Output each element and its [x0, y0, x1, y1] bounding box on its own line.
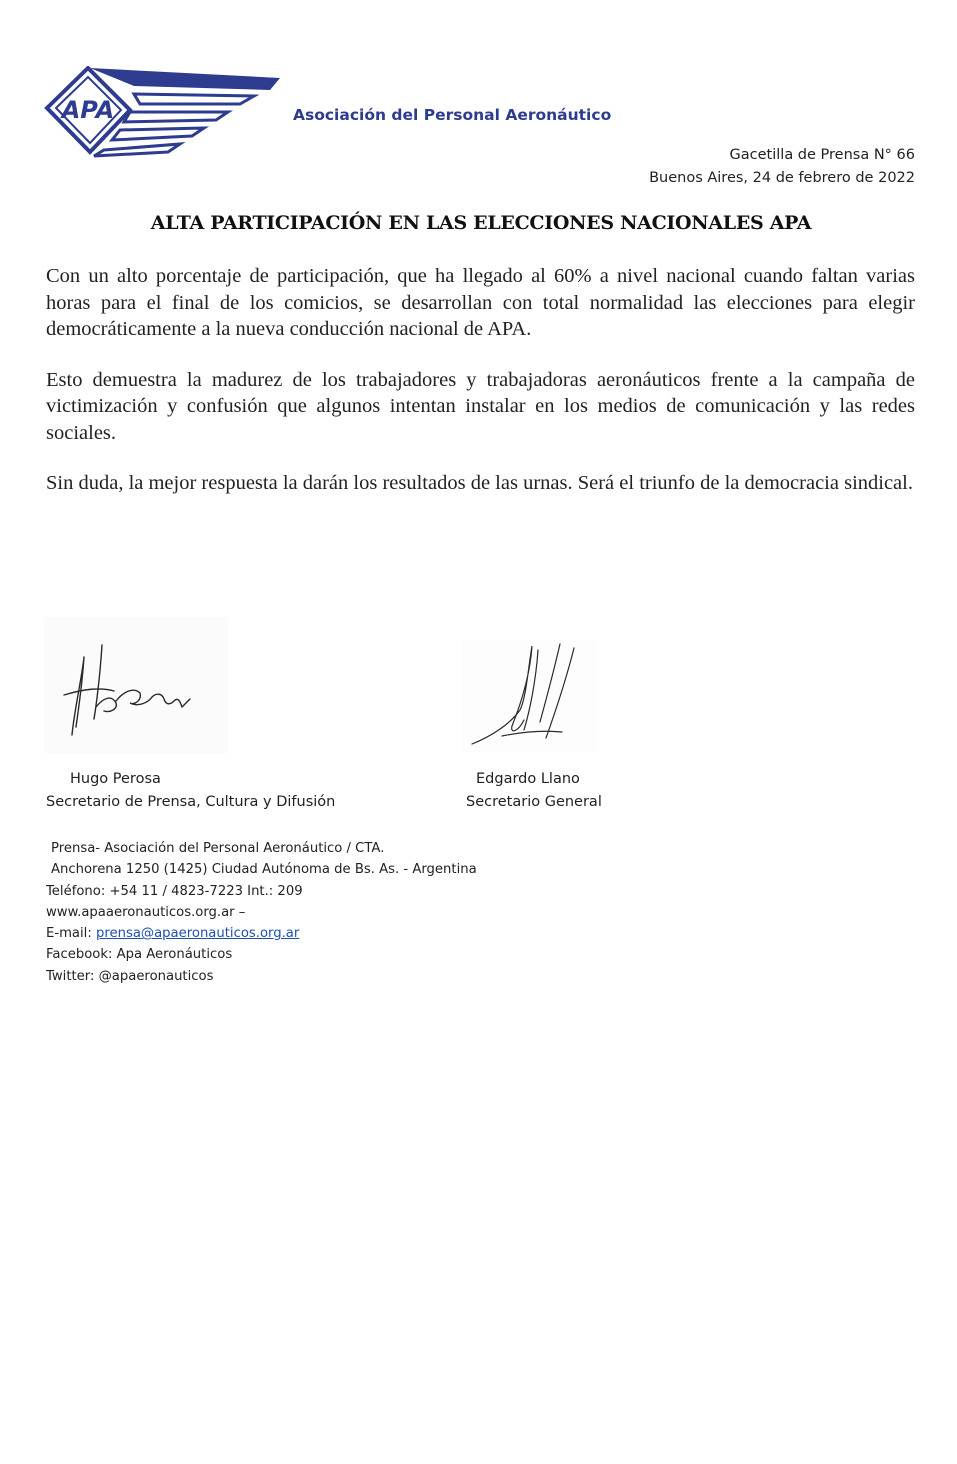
- organization-name: Asociación del Personal Aeronáutico: [293, 106, 612, 124]
- logo-text: APA: [61, 96, 115, 124]
- signer-role: Secretario de Prensa, Cultura y Difusión: [46, 794, 336, 810]
- paragraph: Esto demuestra la madurez de los trabajadores y trabajadoras aeronáuticos frente a la campaña de victimización y confusión que algunos intentan instalar en los medios de comunicación y las redes sociales.: [46, 368, 915, 444]
- email-label: E-mail:: [46, 926, 96, 942]
- signer-name: Edgardo Llano: [476, 771, 580, 787]
- paragraph: Sin duda, la mejor respuesta la darán los resultados de las urnas. Será el triunfo de la democracia sindical.: [46, 472, 913, 494]
- contact-block: [46, 838, 477, 987]
- signer-name: Hugo Perosa: [70, 771, 161, 787]
- email-link[interactable]: prensa@apaeronauticos.org.ar: [95, 926, 300, 942]
- place-date: Buenos Aires, 24 de febrero de 2022: [649, 170, 915, 186]
- contact-website[interactable]: www.apaaeronauticos.org.ar –: [46, 904, 246, 920]
- paragraph: Con un alto porcentaje de participación, que ha llegado al 60% a nivel nacional cuando faltan varias horas para el final de los comicios, se desarrollan con total normalidad las elecciones para elegir democráticamente a la nueva conducción nacional de APA.: [46, 265, 915, 340]
- headline: ALTA PARTICIPACIÓN EN LAS ELECCIONES NACIONALES APA: [150, 212, 812, 234]
- signer-block: [466, 768, 602, 814]
- apa-wing-logo-icon: [44, 66, 284, 158]
- body-text: [46, 263, 915, 521]
- signer-block: [46, 768, 335, 814]
- press-release-number: Gacetilla de Prensa N° 66: [729, 147, 915, 163]
- press-meta: [649, 144, 915, 190]
- contact-organization: Prensa- Asociación del Personal Aeronáutico / CTA.: [51, 841, 385, 856]
- signature-hugo-perosa: [44, 617, 228, 753]
- contact-address: Anchorena 1250 (1425) Ciudad Autónoma de Bs. As. - Argentina: [51, 862, 477, 878]
- contact-email-line: [46, 923, 477, 944]
- contact-facebook: Facebook: Apa Aeronáuticos: [46, 947, 233, 963]
- signature-edgardo-llano: [462, 640, 597, 752]
- signer-role: Secretario General: [466, 794, 602, 810]
- contact-twitter: Twitter: @apaeronauticos: [46, 968, 214, 984]
- contact-phone: Teléfono: +54 11 / 4823-7223 Int.: 209: [46, 883, 303, 899]
